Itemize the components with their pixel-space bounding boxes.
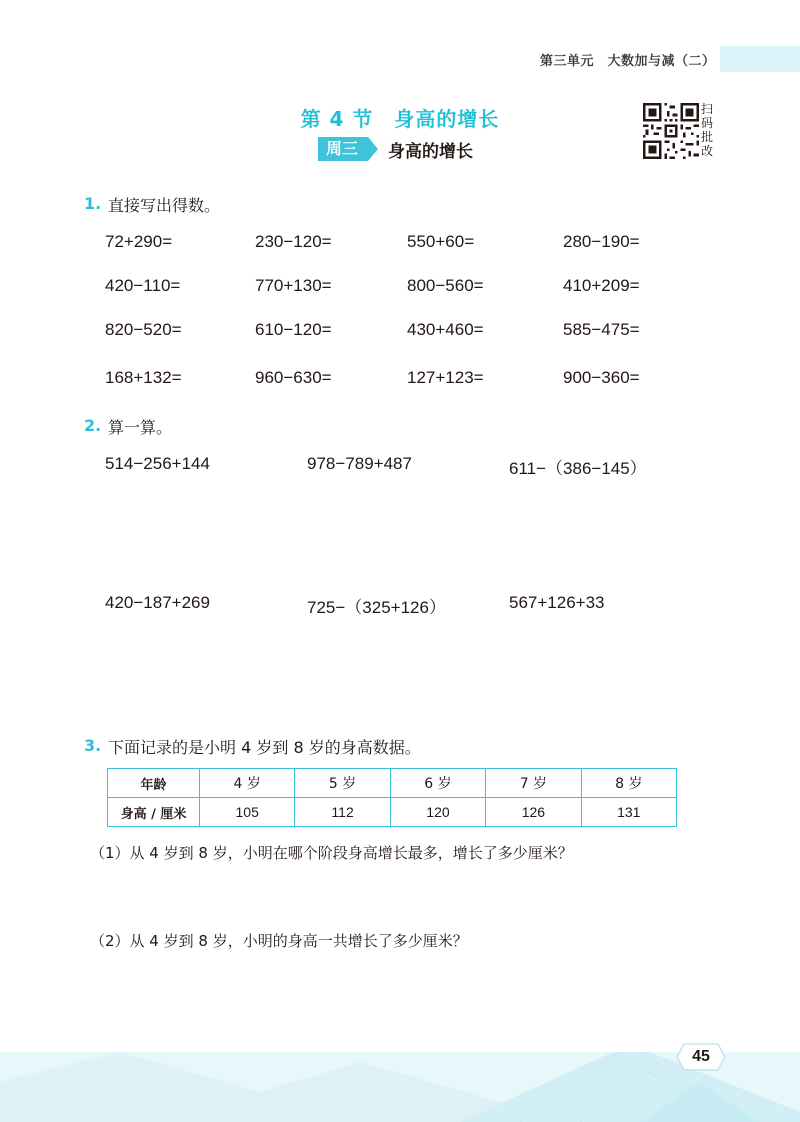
q2-expr: 611−（386−145）: [509, 459, 647, 478]
day-row: [318, 136, 473, 162]
height-table: [107, 768, 677, 827]
row-header-height: 身高 / 厘米: [108, 798, 200, 827]
table-cell: 105: [200, 798, 295, 827]
q1-expr: 800−560=: [407, 276, 484, 295]
q3-sub-question-1: （1）从 4 岁到 8 岁，小明在哪个阶段身高增长最多，增长了多少厘米？: [90, 844, 573, 862]
q3-title: 下面记录的是小明 4 岁到 8 岁的身高数据。: [108, 738, 421, 757]
q1-expr: 610−120=: [255, 320, 332, 339]
q1-expr: 410+209=: [563, 276, 640, 295]
day-tag: 周三: [318, 137, 368, 161]
table-cell: 8 岁: [581, 769, 676, 798]
q2-title: 算一算。: [108, 418, 173, 437]
qr-code-icon[interactable]: [643, 103, 699, 159]
q2-expr: 567+126+33: [509, 593, 605, 612]
unit-title: 第三单元 大数加与减（二）: [540, 54, 716, 69]
q3-number: 3.: [84, 736, 102, 755]
q1-expr: 900−360=: [563, 368, 640, 387]
q2-expr: 978−789+487: [307, 454, 412, 473]
q3-sub-question-2: （2）从 4 岁到 8 岁，小明的身高一共增长了多少厘米？: [90, 932, 468, 950]
q1-expr: 127+123=: [407, 368, 484, 387]
q2-number: 2.: [84, 416, 102, 435]
q1-expr: 230−120=: [255, 232, 332, 251]
qr-label: 扫码批改: [701, 102, 714, 158]
q1-expr: 430+460=: [407, 320, 484, 339]
header-accent-bar: [720, 46, 800, 72]
table-cell: 6 岁: [390, 769, 485, 798]
day-title: 身高的增长: [388, 141, 474, 162]
q1-expr: 770+130=: [255, 276, 332, 295]
q1-expr: 820−520=: [105, 320, 182, 339]
q1-expr: 420−110=: [105, 276, 181, 295]
table-cell: 126: [486, 798, 581, 827]
q1-title: 直接写出得数。: [108, 196, 221, 215]
q1-expr: 72+290=: [105, 232, 173, 251]
q2-expr: 514−256+144: [105, 454, 210, 473]
q2-expr: 725−（325+126）: [307, 598, 446, 617]
q1-expr: 168+132=: [105, 368, 182, 387]
table-cell: 4 岁: [200, 769, 295, 798]
q1-expr: 960−630=: [255, 368, 332, 387]
q1-number: 1.: [84, 194, 102, 213]
table-cell: 5 岁: [295, 769, 390, 798]
page-number: 45: [692, 1048, 710, 1065]
q2-expr: 420−187+269: [105, 593, 210, 612]
table-row: [108, 798, 677, 827]
table-cell: 120: [390, 798, 485, 827]
table-cell: 7 岁: [486, 769, 581, 798]
q1-expr: 550+60=: [407, 232, 475, 251]
row-header-age: 年龄: [108, 769, 200, 798]
section-title: 第 4 节 身高的增长: [300, 107, 500, 131]
table-row: [108, 769, 677, 798]
table-cell: 131: [581, 798, 676, 827]
table-cell: 112: [295, 798, 390, 827]
q1-expr: 585−475=: [563, 320, 640, 339]
q1-expr: 280−190=: [563, 232, 640, 251]
